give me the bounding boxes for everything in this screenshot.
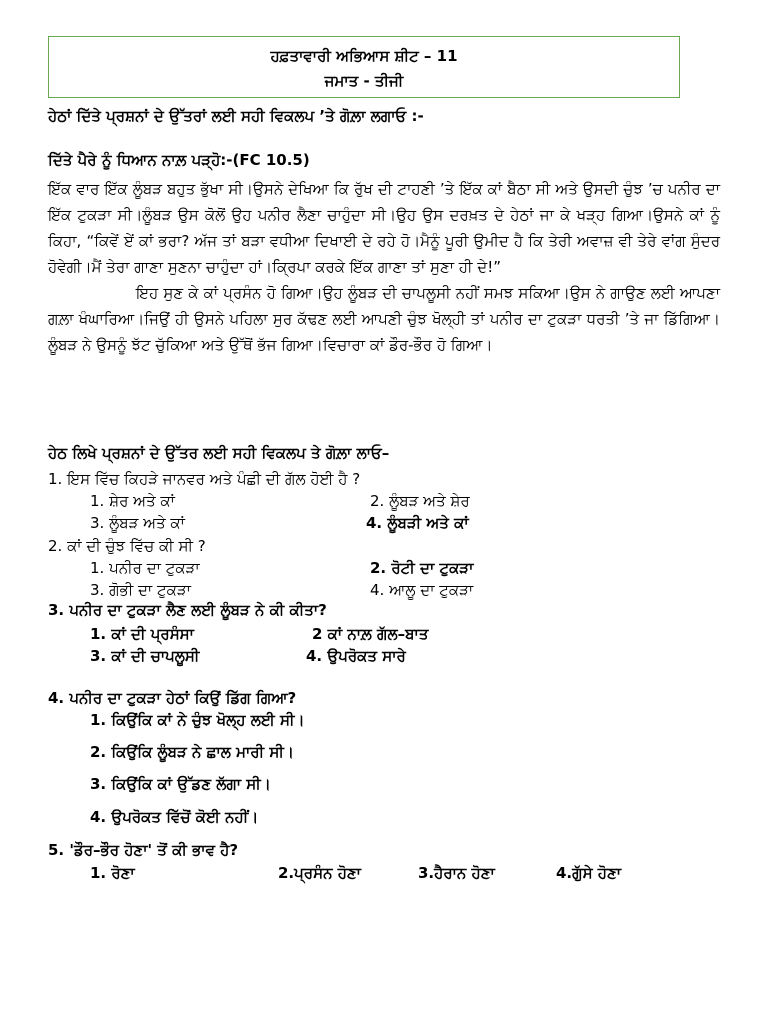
- q3-option-3[interactable]: 3. ਕਾਂ ਦੀ ਚਾਪਲੂਸੀ: [90, 647, 200, 665]
- q2-option-3[interactable]: 3. ਗੋਭੀ ਦਾ ਟੁਕੜਾ: [90, 581, 191, 599]
- question-1: 1. ਇਸ ਵਿੱਚ ਕਿਹੜੇ ਜਾਨਵਰ ਅਤੇ ਪੰਛੀ ਦੀ ਗੱਲ ਹੋਈ ਹੈ ?: [48, 470, 361, 488]
- worksheet-header: [48, 36, 680, 98]
- q4-option-3[interactable]: 3. ਕਿਉਂਕਿ ਕਾਂ ਉੱਡਣ ਲੱਗਾ ਸੀ।: [90, 775, 271, 793]
- q5-option-4[interactable]: 4.ਗੁੱਸੇ ਹੋਣਾ: [556, 864, 622, 882]
- q1-option-2[interactable]: 2. ਲੂੰਬੜ ਅਤੇ ਸ਼ੇਰ: [370, 492, 470, 510]
- class-label: ਜਮਾਤ - ਤੀਜੀ: [324, 72, 404, 90]
- instruction: ਹੇਠਾਂ ਦਿੱਤੇ ਪ੍ਰਸ਼ਨਾਂ ਦੇ ਉੱਤਰਾਂ ਲਈ ਸਹੀ ਵਿਕਲਪ ’ਤੇ ਗੋਲ਼ਾ ਲਗਾਓ :-: [48, 107, 424, 125]
- worksheet-title: ਹਫ਼ਤਾਵਾਰੀ ਅਭਿਆਸ ਸ਼ੀਟ – 11: [270, 47, 458, 65]
- q3-option-2[interactable]: 2 ਕਾਂ ਨਾਲ਼ ਗੱਲ–ਬਾਤ: [312, 625, 429, 643]
- passage-heading: ਦਿੱਤੇ ਪੈਰੇ ਨੂੰ ਧਿਆਨ ਨਾਲ਼ ਪੜ੍ਹੋ:-(FC 10.5): [48, 151, 310, 169]
- q4-option-4[interactable]: 4. ਉਪਰੋਕਤ ਵਿੱਚੋਂ ਕੋਈ ਨਹੀਂ।: [90, 808, 259, 826]
- question-3: 3. ਪਨੀਰ ਦਾ ਟੁਕੜਾ ਲੈਣ ਲਈ ਲੂੰਬੜ ਨੇ ਕੀ ਕੀਤਾ?: [48, 601, 327, 619]
- q2-option-2[interactable]: 2. ਰੋਟੀ ਦਾ ਟੁਕੜਾ: [370, 559, 474, 577]
- questions-heading: ਹੇਠ ਲਿਖੇ ਪ੍ਰਸ਼ਨਾਂ ਦੇ ਉੱਤਰ ਲਈ ਸਹੀ ਵਿਕਲਪ ਤੇ ਗੋਲ਼ਾ ਲਾਓ–: [48, 444, 390, 462]
- q2-option-1[interactable]: 1. ਪਨੀਰ ਦਾ ਟੁਕੜਾ: [90, 559, 200, 577]
- q2-option-4[interactable]: 4. ਆਲੂ ਦਾ ਟੁਕੜਾ: [370, 581, 474, 599]
- question-2: 2. ਕਾਂ ਦੀ ਚੁੰਝ ਵਿੱਚ ਕੀ ਸੀ ?: [48, 537, 206, 555]
- q5-option-2[interactable]: 2.ਪ੍ਰਸੰਨ ਹੋਣਾ: [278, 864, 361, 882]
- q3-option-4[interactable]: 4. ਉਪਰੋਕਤ ਸਾਰੇ: [306, 647, 406, 665]
- q4-option-1[interactable]: 1. ਕਿਉਂਕਿ ਕਾਂ ਨੇ ਚੁੰਝ ਖੋਲ੍ਹ ਲਈ ਸੀ।: [90, 711, 305, 729]
- q5-option-1[interactable]: 1. ਰੋਣਾ: [90, 864, 135, 882]
- q4-option-2[interactable]: 2. ਕਿਉਂਕਿ ਲੂੰਬੜ ਨੇ ਛਾਲ ਮਾਰੀ ਸੀ।: [90, 743, 294, 761]
- question-4: 4. ਪਨੀਰ ਦਾ ਟੁਕੜਾ ਹੇਠਾਂ ਕਿਉਂ ਡਿੱਗ ਗਿਆ?: [48, 689, 297, 707]
- q5-option-3[interactable]: 3.ਹੈਰਾਨ ਹੋਣਾ: [418, 864, 495, 882]
- passage-paragraph-1: ਇੱਕ ਵਾਰ ਇੱਕ ਲੂੰਬੜ ਬਹੁਤ ਭੁੱਖਾ ਸੀ।ਉਸਨੇ ਦੇਖਿਆ ਕਿ ਰੁੱਖ ਦੀ ਟਾਹਣੀ ’ਤੇ ਇੱਕ ਕਾਂ ਬੈਠਾ ਸੀ ਅਤੇ ਉਸਦੀ ਚੁੰਝ ’ਚ ਪਨੀਰ ਦਾ ਇੱਕ ਟੁਕੜਾ ਸੀ।ਲੂੰਬੜ ਉਸ ਕੋਲੋਂ ਉਹ ਪਨੀਰ ਲੈਣਾ ਚਾਹੁੰਦਾ ਸੀ।ਉਹ ਉਸ ਦਰਖ਼ਤ ਦੇ ਹੇਠਾਂ ਜਾ ਕੇ ਖੜ੍ਹ ਗਿਆ।ਉਸਨੇ ਕਾਂ ਨੂੰ ਕਿਹਾ, “ਕਿਵੇਂ ਏਂ ਕਾਂ ਭਰਾ? ਅੱਜ ਤਾਂ ਬੜਾ ਵਧੀਆ ਦਿਖਾਈ ਦੇ ਰਹੇ ਹੋ।ਮੈਨੂੰ ਪੂਰੀ ਉਮੀਦ ਹੈ ਕਿ ਤੇਰੀ ਅਵਾਜ਼ ਵੀ ਤੇਰੇ ਵਾਂਗ ਸੁੰਦਰ ਹੋਵੇਗੀ।ਮੈਂ ਤੇਰਾ ਗਾਣਾ ਸੁਣਨਾ ਚਾਹੁੰਦਾ ਹਾਂ।ਕ੍ਰਿਪਾ ਕਰਕੇ ਇੱਕ ਗਾਣਾ ਤਾਂ ਸੁਣਾ ਹੀ ਦੇ!”: [48, 180, 720, 276]
- q1-option-3[interactable]: 3. ਲੂੰਬੜ ਅਤੇ ਕਾਂ: [90, 514, 185, 532]
- question-5: 5. 'ਡੌਰ–ਭੌਰ ਹੋਣਾ' ਤੋਂ ਕੀ ਭਾਵ ਹੈ?: [48, 841, 239, 859]
- q1-option-4[interactable]: 4. ਲੂੰਬੜੀ ਅਤੇ ਕਾਂ: [366, 514, 469, 532]
- q3-option-1[interactable]: 1. ਕਾਂ ਦੀ ਪ੍ਰਸੰਸਾ: [90, 625, 194, 643]
- q1-option-1[interactable]: 1. ਸ਼ੇਰ ਅਤੇ ਕਾਂ: [90, 492, 175, 510]
- passage: [48, 176, 720, 358]
- passage-paragraph-2: ਇਹ ਸੁਣ ਕੇ ਕਾਂ ਪ੍ਰਸੰਨ ਹੋ ਗਿਆ।ਉਹ ਲੂੰਬੜ ਦੀ ਚਾਪਲੂਸੀ ਨਹੀਂ ਸਮਝ ਸਕਿਆ।ਉਸ ਨੇ ਗਾਉਣ ਲਈ ਆਪਣਾ ਗਲ਼ਾ ਖੰਘਾਰਿਆ।ਜਿਉਂ ਹੀ ਉਸਨੇ ਪਹਿਲਾ ਸੁਰ ਕੱਢਣ ਲਈ ਆਪਣੀ ਚੁੰਝ ਖੋਲ੍ਹੀ ਤਾਂ ਪਨੀਰ ਦਾ ਟੁਕੜਾ ਧਰਤੀ ’ਤੇ ਜਾ ਡਿੱਗਿਆ।ਲੂੰਬੜ ਨੇ ਉਸਨੂੰ ਝੱਟ ਚੁੱਕਿਆ ਅਤੇ ਉੱਥੋਂ ਭੱਜ ਗਿਆ।ਵਿਚਾਰਾ ਕਾਂ ਡੌਰ-ਭੌਰ ਹੋ ਗਿਆ।: [48, 284, 720, 354]
